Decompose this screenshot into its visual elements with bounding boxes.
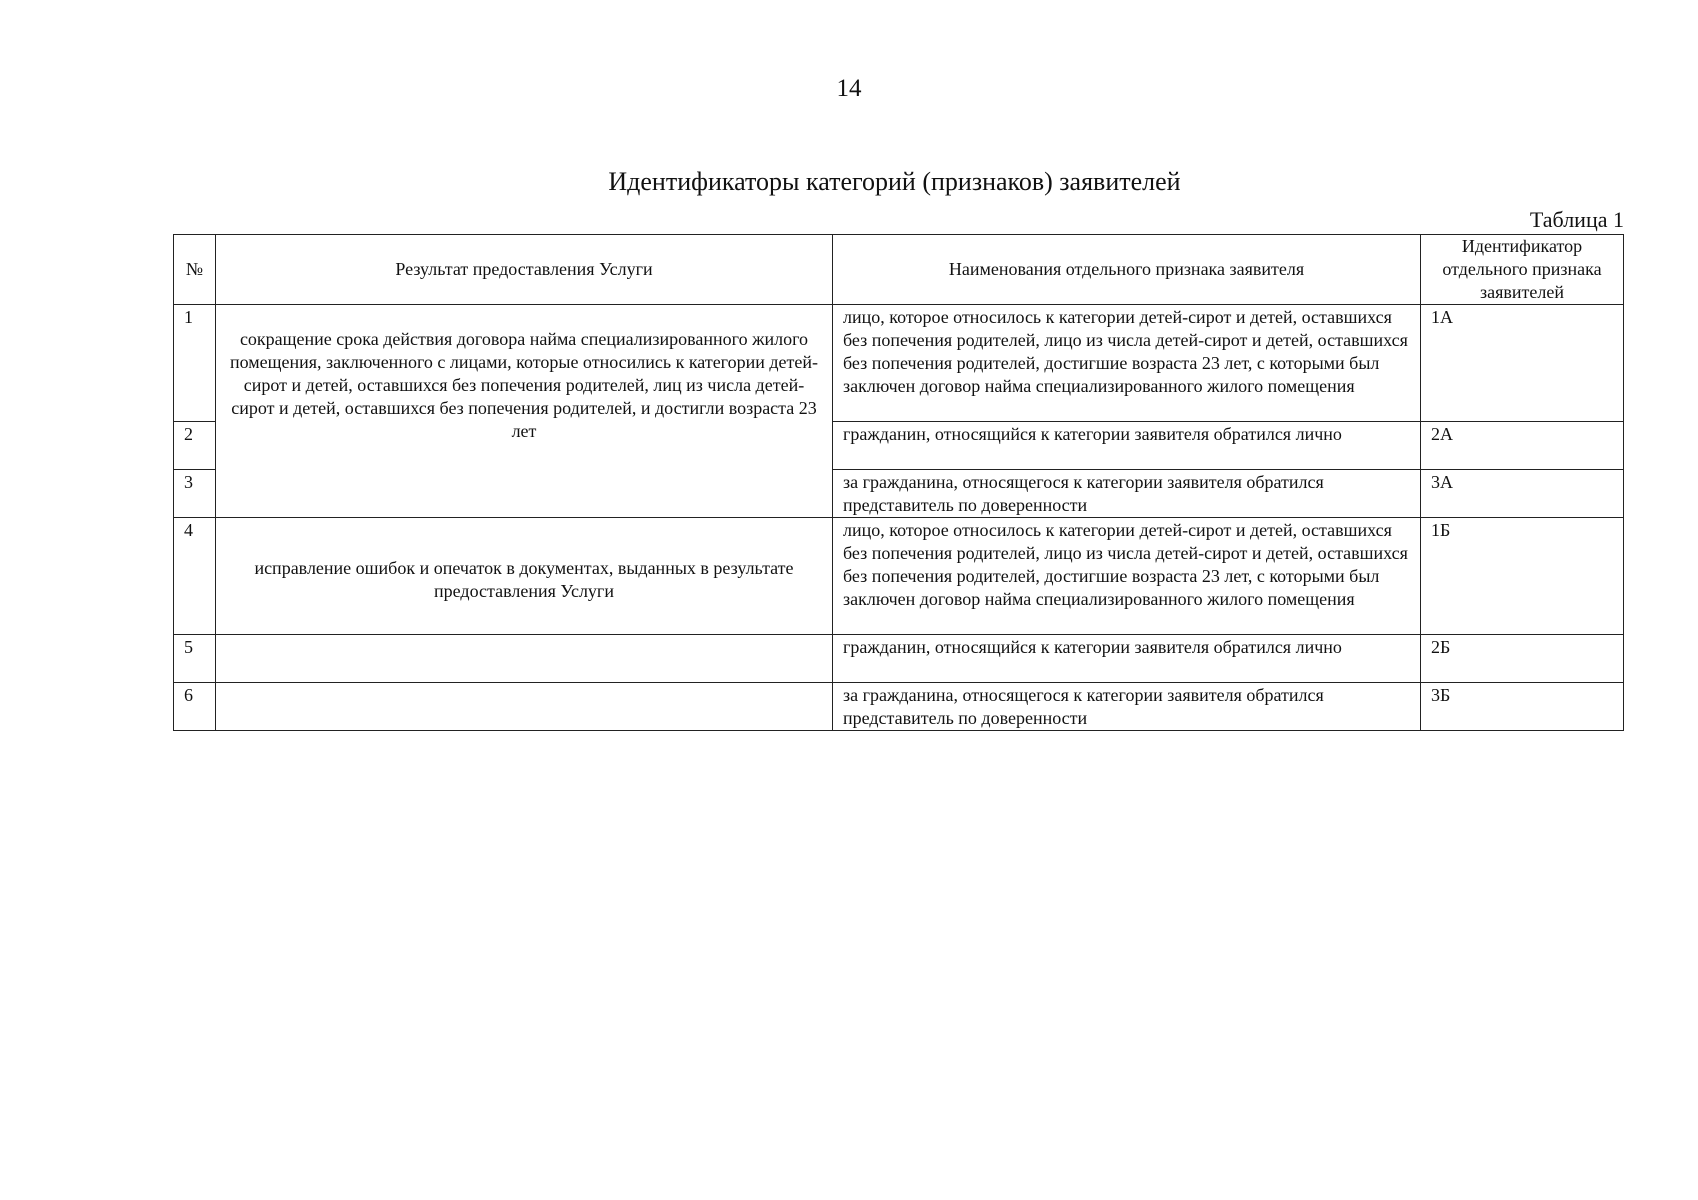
attribute-identifier: 1Б xyxy=(1421,518,1624,635)
table-header-row xyxy=(174,235,1624,305)
result-cell xyxy=(216,518,833,635)
row-num: 3 xyxy=(174,470,216,518)
table-row xyxy=(174,305,1624,422)
attribute-identifier: 2А xyxy=(1421,422,1624,470)
header-num: № xyxy=(174,235,216,305)
applicant-identifiers-table xyxy=(173,234,1624,731)
attribute-name: лицо, которое относилось к категории детей-сирот и детей, оставшихся без попечения родителей, лицо из числа детей-сирот и детей, оставшихся без попечения родителей, достигшие возраста 23 лет, с которыми был заключен договор найма специализированного жилого помещения xyxy=(833,518,1421,635)
attribute-name: за гражданина, относящегося к категории заявителя обратился представитель по доверенности xyxy=(833,683,1421,731)
result-cell xyxy=(216,635,833,683)
header-result: Результат предоставления Услуги xyxy=(216,235,833,305)
table-row xyxy=(174,683,1624,731)
attribute-name: гражданин, относящийся к категории заявителя обратился лично xyxy=(833,635,1421,683)
row-num: 4 xyxy=(174,518,216,635)
document-title: Идентификаторы категорий (признаков) заявителей xyxy=(608,167,1181,196)
attribute-identifier: 1А xyxy=(1421,305,1624,422)
table-row xyxy=(174,518,1624,635)
table-row xyxy=(174,635,1624,683)
row-num: 6 xyxy=(174,683,216,731)
page-number: 14 xyxy=(836,75,862,102)
header-ident: Идентификатор отдельного признака заявителей xyxy=(1421,235,1624,305)
result-cell xyxy=(216,683,833,731)
row-num: 2 xyxy=(174,422,216,470)
table-label: Таблица 1 xyxy=(1529,207,1624,232)
attribute-identifier: 2Б xyxy=(1421,635,1624,683)
result-cell xyxy=(216,305,833,518)
row-num: 1 xyxy=(174,305,216,422)
result-text: сокращение срока действия договора найма специализированного жилого помещения, заключенного с лицами, которые относились к категории детей-сирот и детей, оставшихся без попечения родителей, лиц из числа детей-сирот и детей, оставшихся без попечения родителей, и достигли возраста 23 лет xyxy=(229,329,819,441)
header-name: Наименования отдельного признака заявителя xyxy=(833,235,1421,305)
attribute-name: гражданин, относящийся к категории заявителя обратился лично xyxy=(833,422,1421,470)
attribute-identifier: 3А xyxy=(1421,470,1624,518)
row-num: 5 xyxy=(174,635,216,683)
attribute-name: за гражданина, относящегося к категории заявителя обратился представитель по доверенности xyxy=(833,470,1421,518)
attribute-identifier: 3Б xyxy=(1421,683,1624,731)
result-text: исправление ошибок и опечаток в документах, выданных в результате предоставления Услуги xyxy=(254,558,794,601)
attribute-name: лицо, которое относилось к категории детей-сирот и детей, оставшихся без попечения родителей, лицо из числа детей-сирот и детей, оставшихся без попечения родителей, достигшие возраста 23 лет, с которыми был заключен договор найма специализированного жилого помещения xyxy=(833,305,1421,422)
